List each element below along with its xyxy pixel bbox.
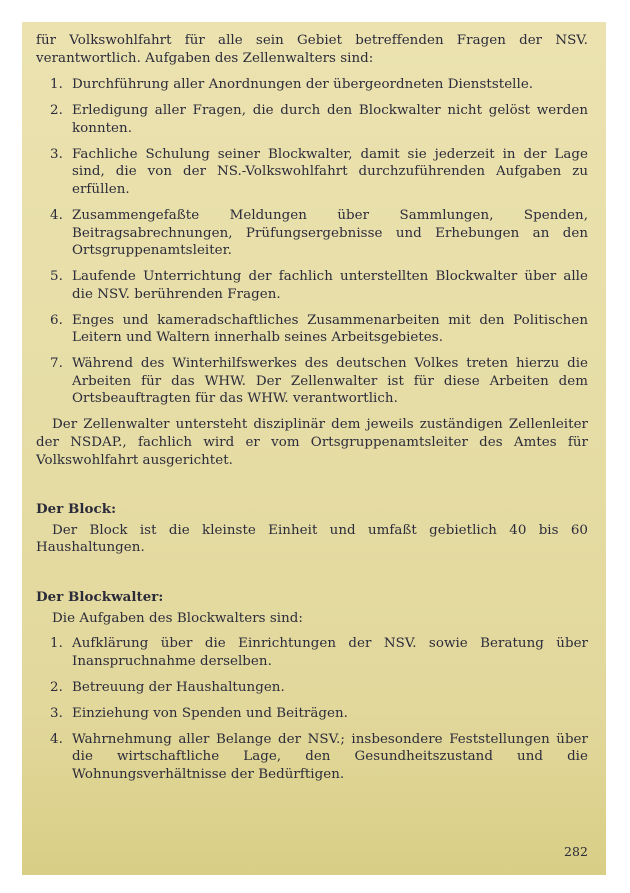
item-text: Durchführung aller Anordnungen der übergeordneten Dienststelle. (72, 77, 534, 93)
item-text: Betreuung der Haushaltungen. (72, 679, 285, 695)
item-text: Erledigung aller Fragen, die durch den Blockwalter nicht gelöst werden konnten. (72, 103, 588, 136)
item-number: 3. (50, 705, 63, 721)
blockwalter-task-list (36, 635, 588, 783)
list-item (36, 146, 588, 199)
item-number: 4. (50, 207, 63, 223)
list-item (36, 102, 588, 137)
list-item (36, 312, 588, 347)
item-number: 1. (50, 77, 63, 93)
item-text: Während des Winterhilfswerkes des deutschen Volkes treten hierzu die Arbeiten für das WHW. Der Zellenwalter ist für diese Arbeiten dem Ortsbeauftragten für das WHW. verantwortlich. (72, 356, 588, 407)
blockwalter-lead: Die Aufgaben des Blockwalters sind: (52, 610, 303, 626)
item-text: Einziehung von Spenden und Beiträgen. (72, 705, 348, 721)
book-page (22, 22, 606, 875)
block-heading: Der Block: (36, 501, 117, 518)
zellenwalter-closing-paragraph: Der Zellenwalter untersteht disziplinär dem jeweils zuständigen Zellenleiter der NSDAP., fachlich wird er vom Ortsgruppenamtsleiter des Amtes für Volkswohlfahrt ausgerichtet. (36, 417, 588, 468)
list-item (36, 679, 588, 697)
page-number: 282 (563, 844, 588, 860)
item-number: 4. (50, 731, 63, 747)
item-number: 1. (50, 636, 63, 652)
list-item (36, 268, 588, 303)
block-paragraph: Der Block ist die kleinste Einheit und umfaßt gebietlich 40 bis 60 Haushaltungen. (36, 522, 588, 556)
item-text: Enges und kameradschaftliches Zusammenarbeiten mit den Politischen Leitern und Waltern innerhalb seines Arbeitsgebietes. (72, 312, 588, 346)
blockwalter-heading: Der Blockwalter: (36, 588, 164, 605)
item-number: 5. (50, 269, 63, 285)
item-text: Aufklärung über die Einrichtungen der NSV. sowie Beratung über Inanspruchnahme derselben. (72, 636, 588, 669)
item-text: Zusammengefaßte Meldungen über Sammlungen, Spenden, Beitragsabrechnungen, Prüfungsergebnisse und Erhebungen an den Ortsgruppenamtsleiter. (72, 207, 588, 259)
item-number: 3. (50, 146, 63, 162)
list-item (36, 705, 588, 723)
item-number: 7. (50, 356, 63, 372)
list-item (36, 76, 588, 94)
zellenwalter-task-list (36, 76, 588, 408)
item-number: 2. (50, 103, 63, 119)
item-text: Laufende Unterrichtung der fachlich unterstellten Blockwalter über alle die NSV. berührenden Fragen. (72, 269, 588, 302)
list-item (36, 207, 588, 260)
item-text: Wahrnehmung aller Belange der NSV.; insbesondere Feststellungen über die wirtschaftliche Lage, den Gesundheitszustand und die Wohnungsverhältnisse der Bedürftigen. (72, 731, 588, 782)
list-item (36, 355, 588, 408)
item-text: Fachliche Schulung seiner Blockwalter, damit sie jederzeit in der Lage sind, die von der NS.-Volkswohlfahrt durchzuführenden Aufgaben zu erfüllen. (72, 146, 588, 197)
list-item (36, 731, 588, 784)
item-number: 2. (50, 679, 63, 695)
list-item (36, 635, 588, 670)
intro-paragraph: für Volkswohlfahrt für alle sein Gebiet betreffenden Fragen der NSV. verantwortlich. Aufgaben des Zellenwalters sind: (36, 33, 588, 66)
item-number: 6. (50, 312, 63, 328)
